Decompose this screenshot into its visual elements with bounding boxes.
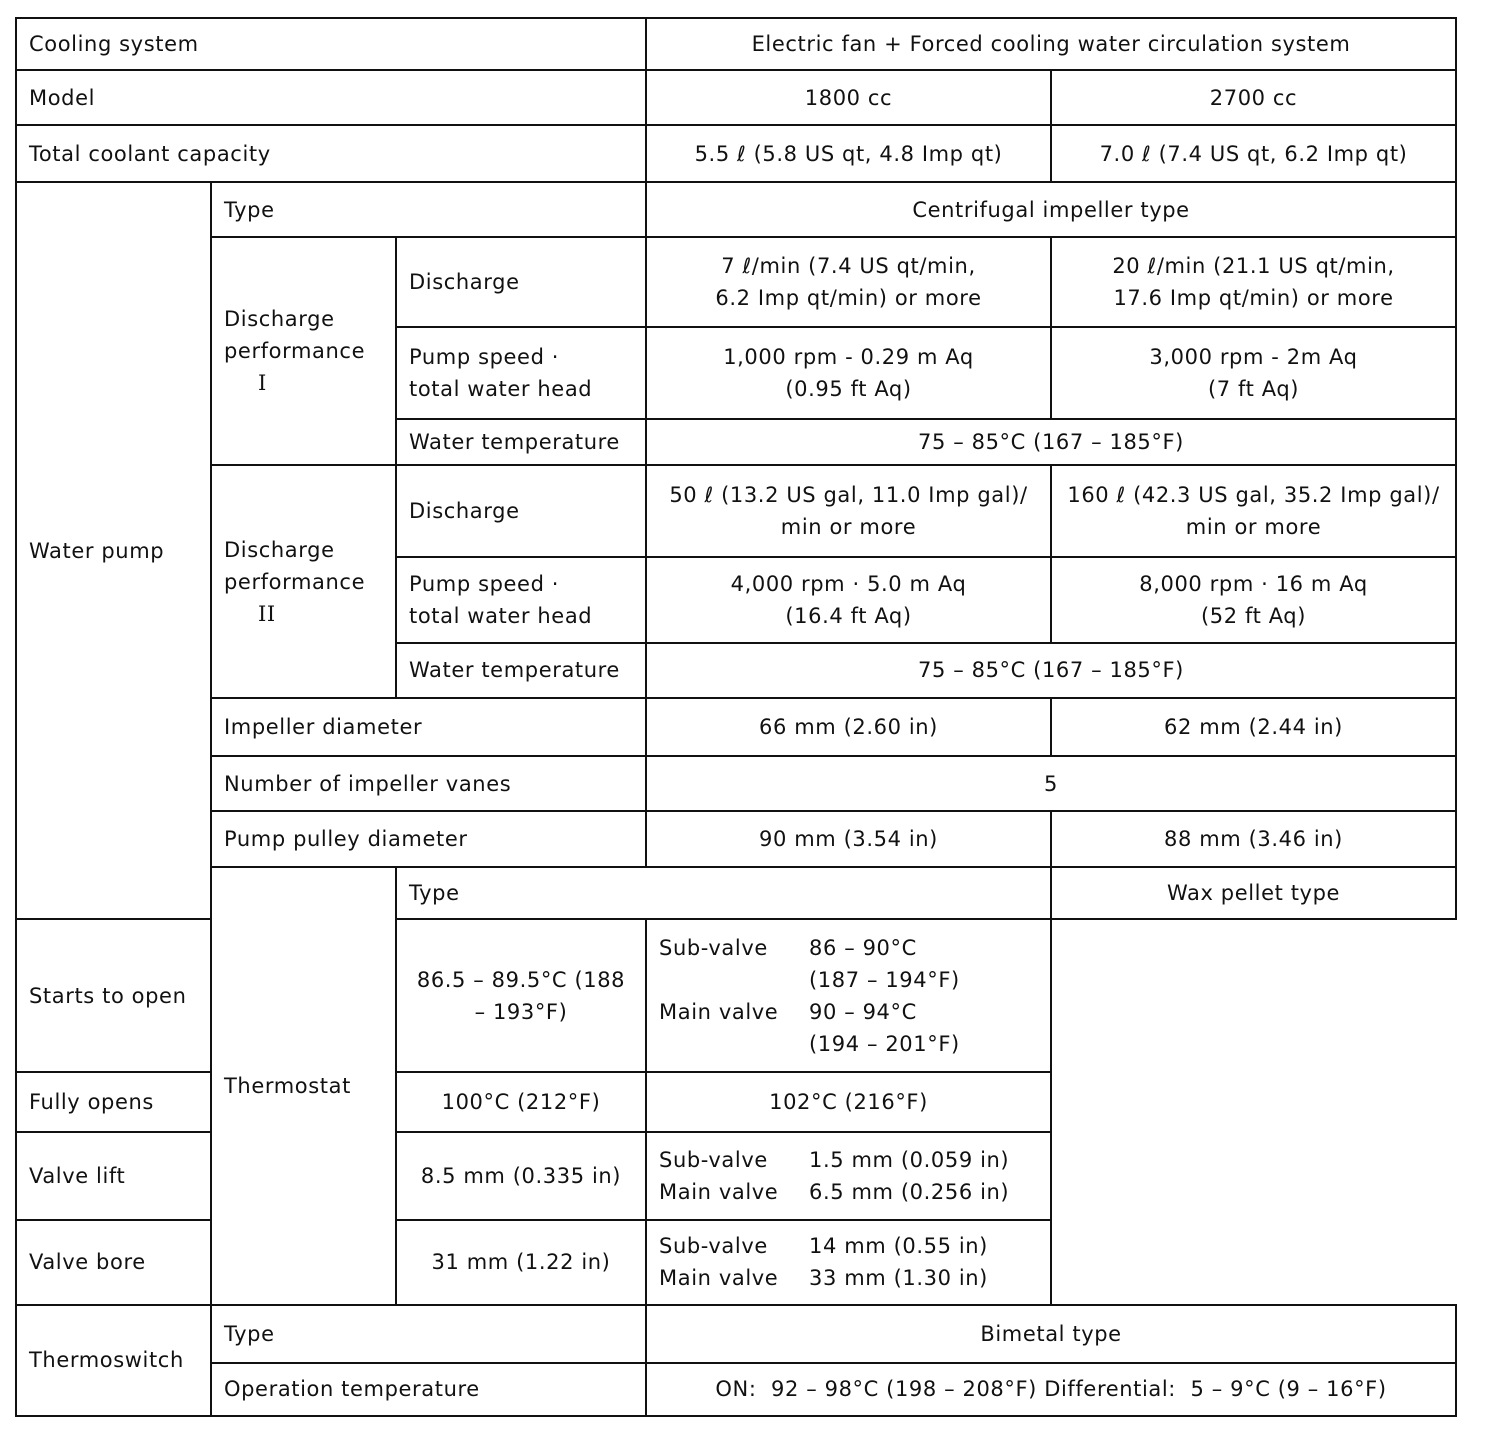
valve-bore-label: Valve bore [16,1220,396,1304]
perf1-label-line2: performance [224,338,366,363]
perf2-discharge-1800-line1: 50 ℓ (13.2 US gal, 11.0 Imp gal)/ [669,483,1028,508]
row-perf2-discharge [16,465,1456,557]
valve-lift-main-label: Main valve [659,1180,779,1205]
perf1-discharge-1800 [646,237,1051,327]
perf2-discharge-label: Discharge [396,465,646,557]
perf2-pump-speed-label [396,557,646,642]
perf1-pump-speed-2700-line2: (7 ft Aq) [1207,376,1300,401]
perf2-numeral: II [258,601,276,626]
row-starts-to-open [16,919,1456,1071]
sub-valve-label: Sub-valve [659,935,768,960]
perf2-water-temp-value: 75 – 85°C (167 – 185°F) [646,643,1456,698]
perf1-discharge-1800-line2: 6.2 Imp qt/min) or more [715,285,982,310]
row-impeller-vanes [16,756,1456,811]
row-pulley-diameter [16,811,1456,867]
operation-temp-label: Operation temperature [211,1363,646,1416]
pulley-diameter-label: Pump pulley diameter [211,811,646,867]
perf1-pump-speed-1800 [646,327,1051,419]
perf1-numeral: I [258,370,267,395]
water-pump-type-value: Centrifugal impeller type [646,182,1456,236]
water-pump-label: Water pump [16,182,211,919]
model-label: Model [16,70,646,125]
perf1-discharge-1800-line1: 7 ℓ/min (7.4 US qt/min, [721,253,976,278]
impeller-vanes-value: 5 [646,756,1456,811]
thermostat-label: Thermostat [211,867,396,1304]
pulley-diameter-2700: 88 mm (3.46 in) [1051,811,1456,867]
valve-bore-main-label: Main valve [659,1266,779,1291]
perf2-discharge-2700-line2: min or more [1185,515,1322,540]
coolant-capacity-label: Total coolant capacity [16,125,646,182]
thermostat-type-value: Wax pellet type [1051,867,1456,919]
sub-valve-temp-c: 86 – 90°C [809,935,917,960]
perf1-pump-speed-2700 [1051,327,1456,419]
perf1-pump-speed-label-line1: Pump speed · [409,344,560,369]
main-valve-temp-f: (194 – 201°F) [809,1031,960,1056]
thermoswitch-label: Thermoswitch [16,1305,211,1416]
impeller-vanes-label: Number of impeller vanes [211,756,646,811]
row-valve-bore [16,1220,1456,1304]
perf1-discharge-2700-line2: 17.6 Imp qt/min) or more [1113,285,1394,310]
perf2-label-line1: Discharge [224,537,335,562]
row-perf1-discharge [16,237,1456,327]
row-thermostat-type [16,867,1456,919]
impeller-diameter-1800: 66 mm (2.60 in) [646,698,1051,756]
perf2-pump-speed-2700 [1051,557,1456,642]
fully-opens-2700: 102°C (216°F) [646,1072,1051,1132]
perf1-pump-speed-2700-line1: 3,000 rpm - 2m Aq [1149,344,1358,369]
row-cooling-system [16,18,1456,70]
perf2-discharge-1800-line2: min or more [780,515,917,540]
valve-lift-sub-value: 1.5 mm (0.059 in) [809,1148,1010,1173]
row-model [16,70,1456,125]
perf1-label-line1: Discharge [224,306,335,331]
row-impeller-diameter [16,698,1456,756]
perf2-label [211,465,396,698]
perf2-pump-speed-1800 [646,557,1051,642]
thermoswitch-type-label: Type [211,1305,646,1363]
perf1-discharge-2700-line1: 20 ℓ/min (21.1 US qt/min, [1112,253,1395,278]
valve-bore-2700 [646,1220,1051,1304]
coolant-capacity-2700: 7.0 ℓ (7.4 US qt, 6.2 Imp qt) [1051,125,1456,182]
cooling-system-label: Cooling system [16,18,646,70]
valve-lift-1800: 8.5 mm (0.335 in) [396,1132,646,1220]
row-water-pump-type [16,182,1456,236]
fully-opens-label: Fully opens [16,1072,396,1132]
perf1-pump-speed-1800-line1: 1,000 rpm - 0.29 m Aq [723,344,974,369]
valve-bore-sub-value: 14 mm (0.55 in) [809,1234,988,1259]
perf2-discharge-2700 [1051,465,1456,557]
valve-bore-main-value: 33 mm (1.30 in) [809,1266,988,1291]
fully-opens-1800: 100°C (212°F) [396,1072,646,1132]
main-valve-temp-c: 90 – 94°C [809,999,917,1024]
starts-to-open-1800: 86.5 – 89.5°C (188 – 193°F) [396,919,646,1071]
perf1-label [211,237,396,466]
coolant-capacity-1800: 5.5 ℓ (5.8 US qt, 4.8 Imp qt) [646,125,1051,182]
model-1800: 1800 cc [646,70,1051,125]
operation-temp-value: ON: 92 – 98°C (198 – 208°F) Differential: 5 – 9°C (9 – 16°F) [646,1363,1456,1416]
valve-lift-main-value: 6.5 mm (0.256 in) [809,1180,1010,1205]
row-total-coolant-capacity [16,125,1456,182]
row-valve-lift [16,1132,1456,1220]
valve-bore-1800: 31 mm (1.22 in) [396,1220,646,1304]
pulley-diameter-1800: 90 mm (3.54 in) [646,811,1051,867]
impeller-diameter-2700: 62 mm (2.44 in) [1051,698,1456,756]
perf2-pump-speed-2700-line2: (52 ft Aq) [1200,604,1307,629]
cooling-spec-table [15,17,1457,1417]
perf1-pump-speed-label [396,327,646,419]
thermoswitch-type-value: Bimetal type [646,1305,1456,1363]
cooling-system-value: Electric fan + Forced cooling water circulation system [646,18,1456,70]
valve-lift-2700 [646,1132,1051,1220]
perf2-discharge-2700-line1: 160 ℓ (42.3 US gal, 35.2 Imp gal)/ [1067,483,1440,508]
perf2-label-line2: performance [224,569,366,594]
perf1-pump-speed-1800-line2: (0.95 ft Aq) [785,376,912,401]
perf2-pump-speed-2700-line1: 8,000 rpm · 16 m Aq [1139,572,1368,597]
perf2-pump-speed-label-line2: total water head [409,604,593,629]
perf1-water-temp-value: 75 – 85°C (167 – 185°F) [646,419,1456,465]
perf2-pump-speed-1800-line1: 4,000 rpm · 5.0 m Aq [730,572,967,597]
perf2-water-temp-label: Water temperature [396,643,646,698]
starts-to-open-2700 [646,919,1051,1071]
perf2-pump-speed-label-line1: Pump speed · [409,572,560,597]
valve-bore-sub-label: Sub-valve [659,1234,768,1259]
model-2700: 2700 cc [1051,70,1456,125]
valve-lift-label: Valve lift [16,1132,396,1220]
thermostat-type-label: Type [396,867,1051,919]
starts-to-open-label: Starts to open [16,919,396,1071]
perf1-water-temp-label: Water temperature [396,419,646,465]
perf2-discharge-1800 [646,465,1051,557]
main-valve-label: Main valve [659,999,779,1024]
impeller-diameter-label: Impeller diameter [211,698,646,756]
perf1-discharge-2700 [1051,237,1456,327]
sub-valve-temp-f: (187 – 194°F) [809,967,960,992]
row-thermoswitch-type [16,1305,1456,1363]
perf1-pump-speed-label-line2: total water head [409,376,593,401]
valve-lift-sub-label: Sub-valve [659,1148,768,1173]
water-pump-type-label: Type [211,182,646,236]
row-operation-temperature [16,1363,1456,1416]
perf2-pump-speed-1800-line2: (16.4 ft Aq) [785,604,912,629]
perf1-discharge-label: Discharge [396,237,646,327]
